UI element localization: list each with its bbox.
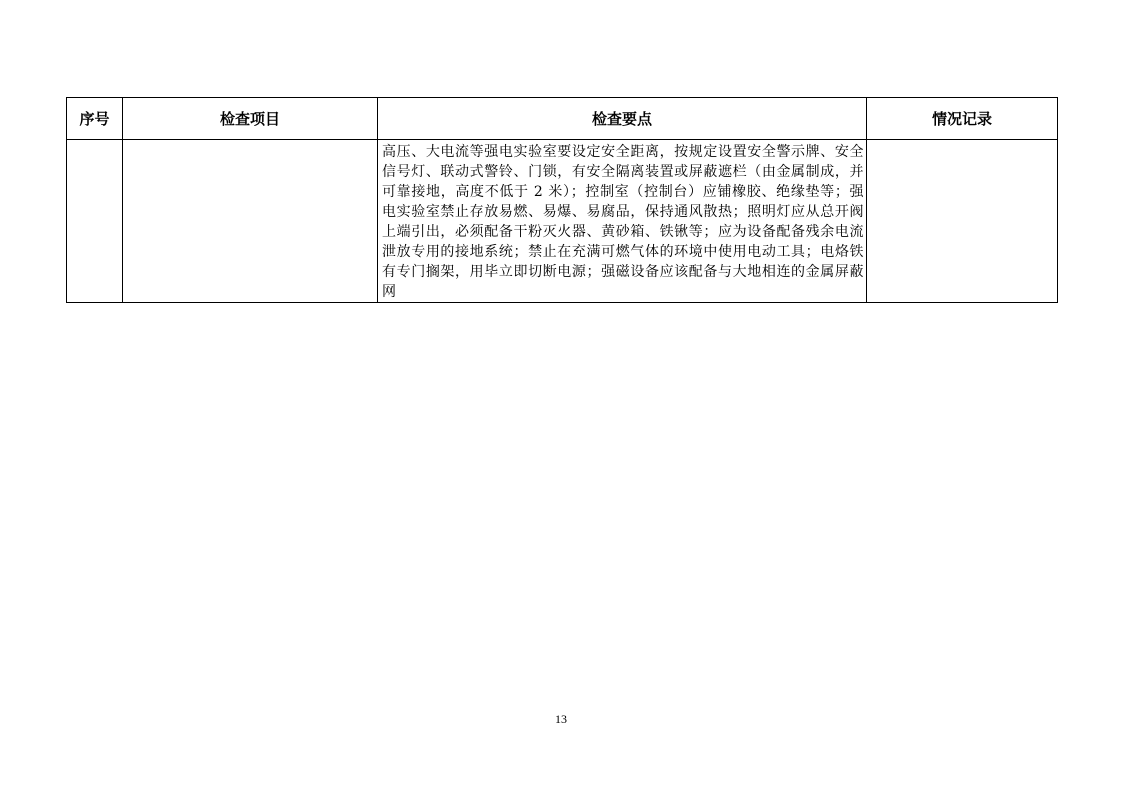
table-row — [67, 140, 1058, 303]
page-number: 13 — [555, 712, 567, 726]
cell-inspection-points: 高压、大电流等强电实验室要设定安全距离，按规定设置安全警示牌、安全信号灯、联动式警铃、门锁，有安全隔离装置或屏蔽遮栏（由金属制成，并可靠接地，高度不低于 2 米）；控制室（控制台）应铺橡胶、绝缘垫等；强电实验室禁止存放易燃、易爆、易腐品，保持通风散热；照明灯应从总开阀上端引出，必须配备干粉灭火器、黄砂箱、铁锹等；应为设备配备残余电流泄放专用的接地系统；禁止在充满可燃气体的环境中使用电动工具；电烙铁有专门搁架，用毕立即切断电源；强磁设备应该配备与大地相连的金属屏蔽网 — [378, 140, 867, 303]
header-row — [67, 98, 1058, 140]
header-inspection-points: 检查要点 — [378, 98, 867, 140]
cell-record — [867, 140, 1058, 303]
header-record: 情况记录 — [867, 98, 1058, 140]
header-seq: 序号 — [67, 98, 123, 140]
cell-inspection-item — [123, 140, 378, 303]
cell-seq — [67, 140, 123, 303]
inspection-table — [66, 97, 1058, 303]
table-body — [67, 140, 1058, 303]
header-inspection-item: 检查项目 — [123, 98, 378, 140]
table-header — [67, 98, 1058, 140]
